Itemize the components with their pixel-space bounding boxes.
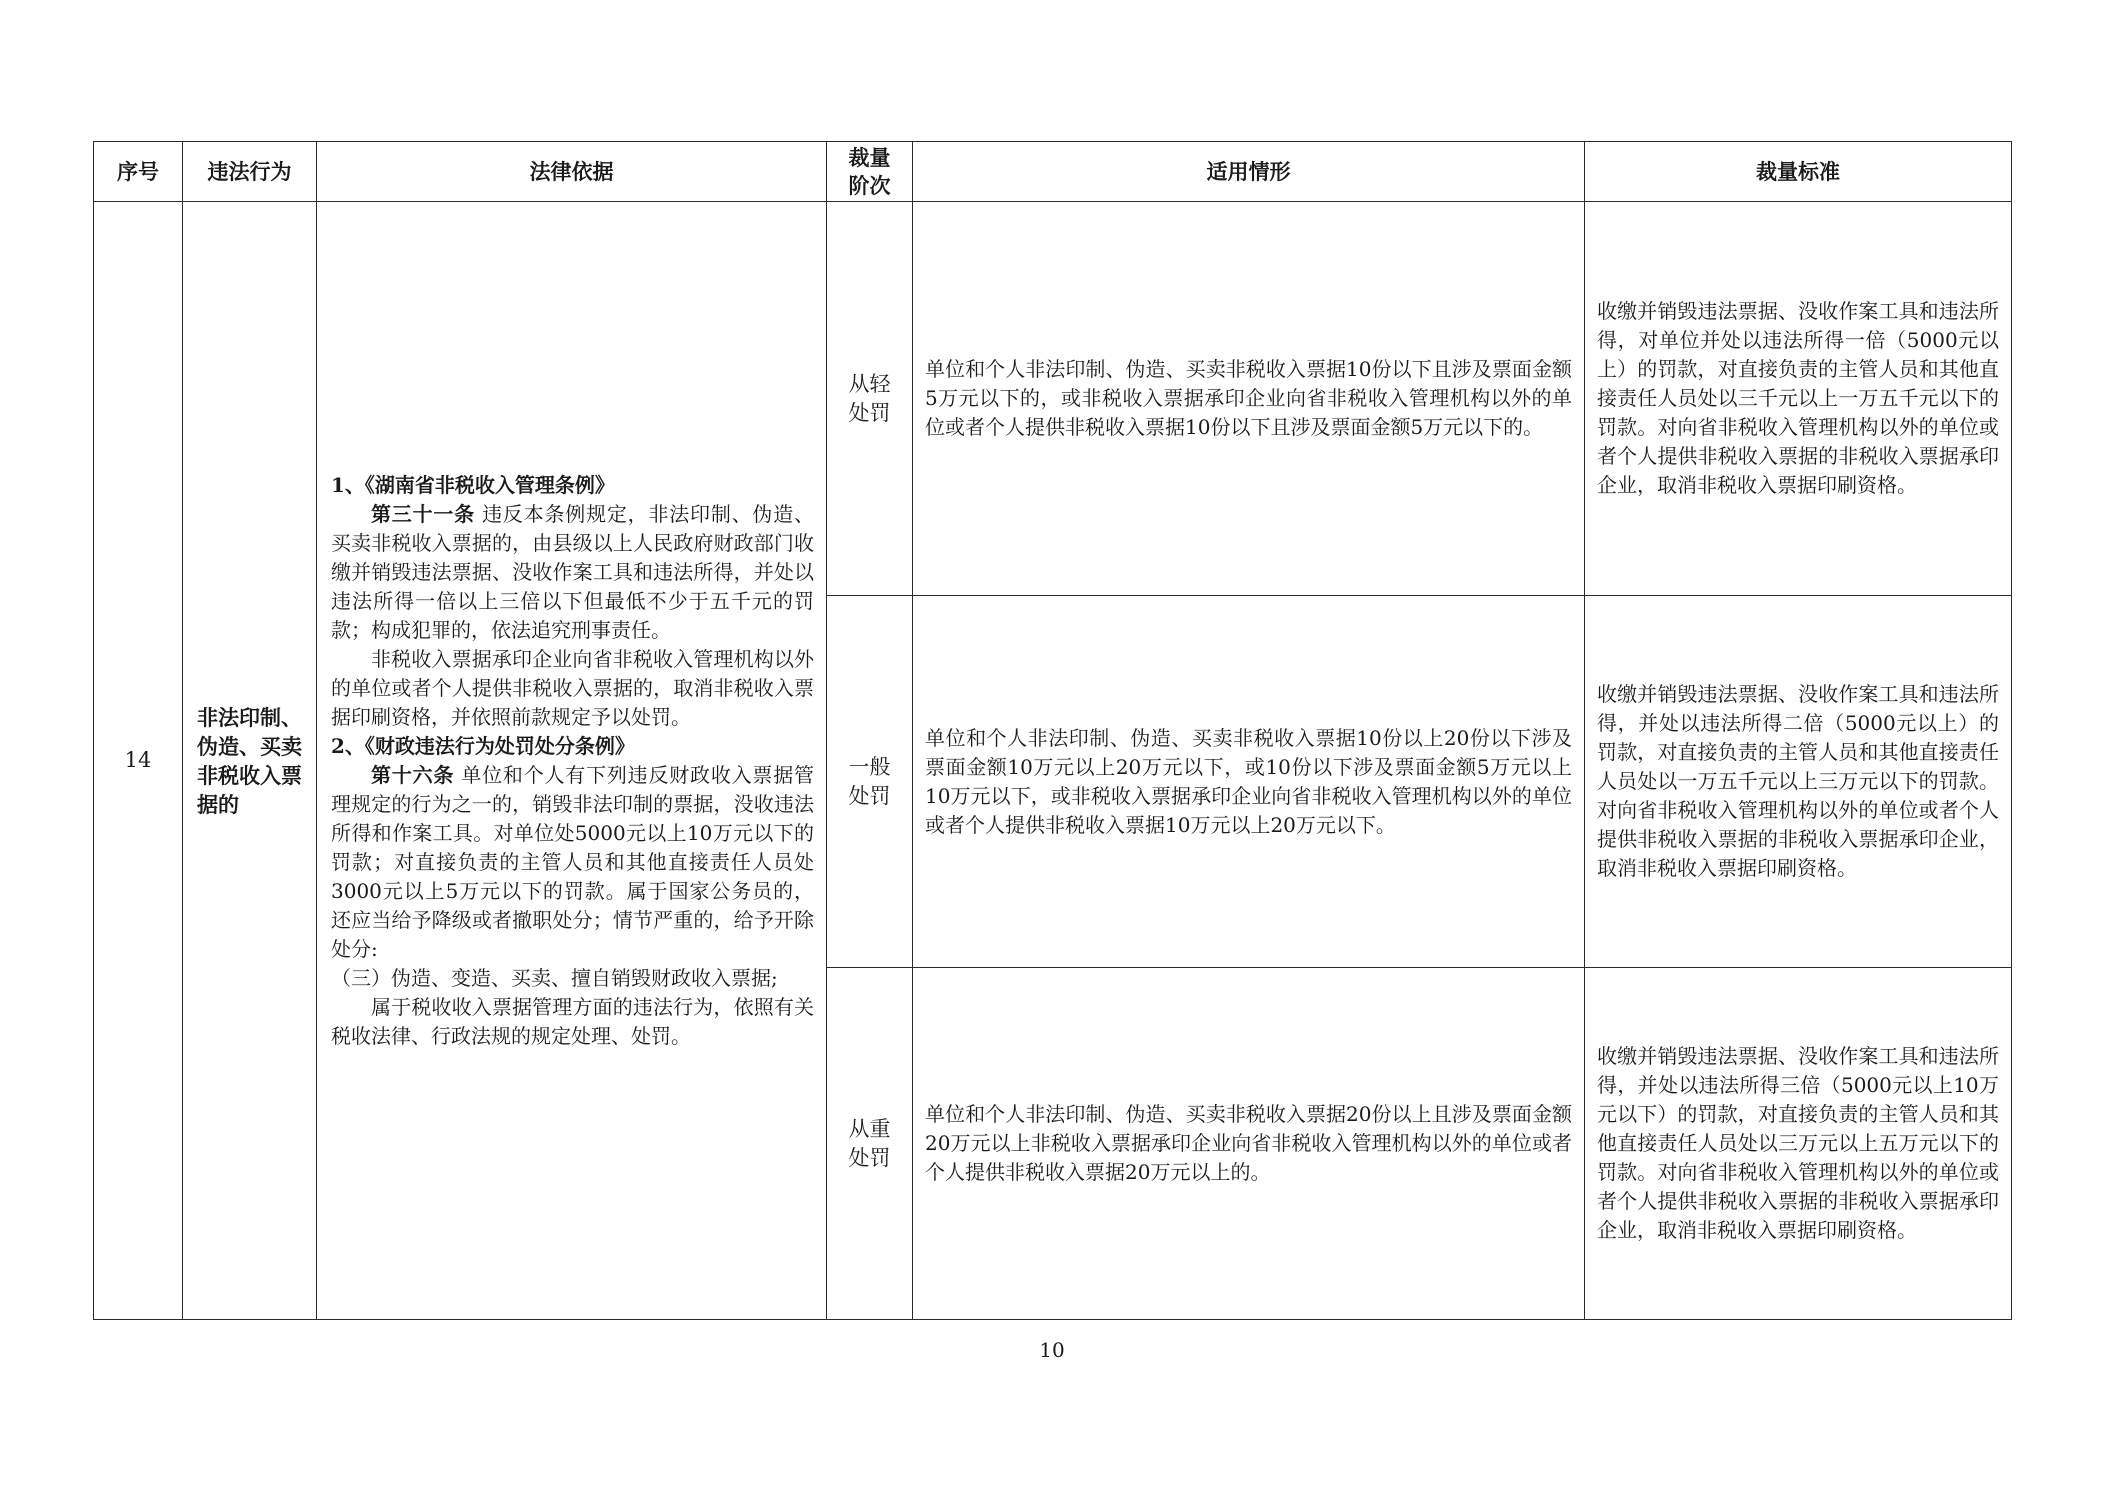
law-heading-2: 2、《财政违法行为处罚处分条例》 — [331, 733, 635, 758]
law-paragraph-2: 非税收入票据承印企业向省非税收入管理机构以外的单位或者个人提供非税收入票据的，取消非税收入票据印刷资格，并依照前款规定予以处罚。 — [331, 646, 814, 729]
header-level — [827, 142, 913, 202]
table-row — [94, 202, 2012, 596]
header-level-line2: 阶次 — [848, 172, 891, 198]
cell-case-heavy: 单位和个人非法印制、伪造、买卖非税收入票据20份以上且涉及票面金额20万元以上非税收入票据承印企业向省非税收入管理机构以外的单位或者个人提供非税收入票据20万元以上的。 — [913, 968, 1585, 1320]
cell-standard-light: 收缴并销毁违法票据、没收作案工具和违法所得，对单位并处以违法所得一倍（5000元以上）的罚款，对直接负责的主管人员和其他直接责任人员处以三千元以上一万五千元以下的罚款。对向省非税收入管理机构以外的单位或者个人提供非税收入票据的非税收入票据承印企业，取消非税收入票据印刷资格。 — [1585, 202, 2012, 596]
cell-violation: 非法印制、伪造、买卖非税收入票据的 — [183, 202, 317, 1320]
law-article-31-body: 违反本条例规定，非法印制、伪造、买卖非税收入票据的，由县级以上人民政府财政部门收缴并销毁违法票据、没收作案工具和违法所得，并处以违法所得一倍以上三倍以下但最低不少于五千元的罚款；构成犯罪的，依法追究刑事责任。 — [331, 501, 815, 642]
law-article-16-body: 单位和个人有下列违反财政收入票据管理规定的行为之一的，销毁非法印制的票据，没收违法所得和作案工具。对单位处5000元以上10万元以下的罚款；对直接负责的主管人员和其他直接责任人员处3000元以上5万元以下的罚款。属于国家公务员的，还应当给予降级或者撤职处分；情节严重的，给予开除处分: — [331, 762, 815, 961]
cell-level-normal — [827, 596, 913, 968]
law-paragraph-last: 属于税收收入票据管理方面的违法行为，依照有关税收法律、行政法规的规定处理、处罚。 — [331, 994, 814, 1048]
cell-case-normal: 单位和个人非法印制、伪造、买卖非税收入票据10份以上20份以下涉及票面金额10万元以上20万元以下，或10份以下涉及票面金额5万元以上10万元以下，或非税收入票据承印企业向省非税收入管理机构以外的单位或者个人提供非税收入票据10万元以上20万元以下。 — [913, 596, 1585, 968]
law-heading-1: 1、《湖南省非税收入管理条例》 — [331, 472, 615, 497]
cell-standard-heavy: 收缴并销毁违法票据、没收作案工具和违法所得，并处以违法所得三倍（5000元以上10万元以下）的罚款，对直接负责的主管人员和其他直接责任人员处以三万元以上五万元以下的罚款。对向省非税收入管理机构以外的单位或者个人提供非税收入票据的非税收入票据承印企业，取消非税收入票据印刷资格。 — [1585, 968, 2012, 1320]
law-item-3: （三）伪造、变造、买卖、擅自销毁财政收入票据; — [331, 965, 778, 990]
header-case: 适用情形 — [913, 142, 1585, 202]
level-normal-line2: 处罚 — [848, 783, 891, 808]
cell-legal-basis — [317, 202, 827, 1320]
table-header-row — [94, 142, 2012, 202]
cell-level-light — [827, 202, 913, 596]
header-act: 违法行为 — [183, 142, 317, 202]
law-article-31-title: 第三十一条 — [371, 501, 475, 526]
level-heavy-line1: 从重 — [848, 1116, 891, 1141]
law-article-16-title: 第十六条 — [371, 762, 455, 787]
cell-seq: 14 — [94, 202, 183, 1320]
penalty-discretion-table — [93, 141, 2012, 1320]
level-light-line1: 从轻 — [848, 371, 891, 396]
law-article-31 — [331, 500, 814, 645]
level-light-line2: 处罚 — [848, 400, 891, 425]
cell-standard-normal: 收缴并销毁违法票据、没收作案工具和违法所得，并处以违法所得二倍（5000元以上）的罚款，对直接负责的主管人员和其他直接责任人员处以一万五千元以上三万元以下的罚款。对向省非税收入管理机构以外的单位或者个人提供非税收入票据的非税收入票据承印企业，取消非税收入票据印刷资格。 — [1585, 596, 2012, 968]
cell-level-heavy — [827, 968, 913, 1320]
header-level-line1: 裁量 — [848, 144, 891, 170]
header-seq: 序号 — [94, 142, 183, 202]
header-standard: 裁量标准 — [1585, 142, 2012, 202]
cell-case-light: 单位和个人非法印制、伪造、买卖非税收入票据10份以下且涉及票面金额5万元以下的，或非税收入票据承印企业向省非税收入管理机构以外的单位或者个人提供非税收入票据10份以下且涉及票面金额5万元以下的。 — [913, 202, 1585, 596]
page-number: 10 — [1039, 1338, 1065, 1362]
level-heavy-line2: 处罚 — [848, 1145, 891, 1170]
law-article-16 — [331, 761, 814, 964]
level-normal-line1: 一般 — [848, 754, 891, 779]
header-law: 法律依据 — [317, 142, 827, 202]
